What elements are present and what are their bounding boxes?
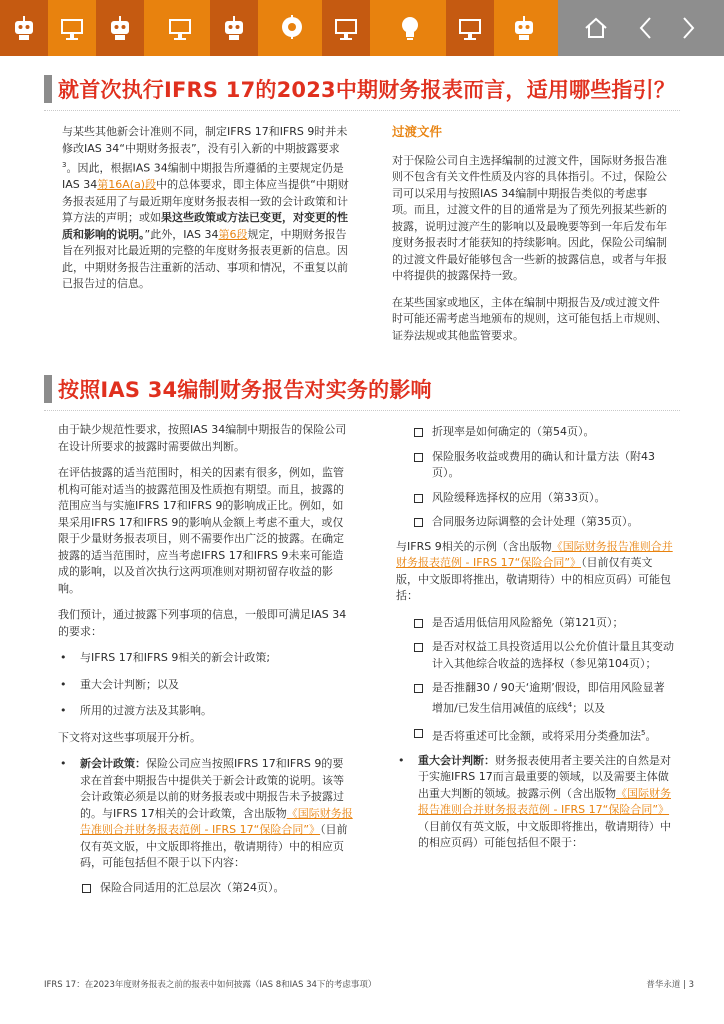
- previous-page-button[interactable]: [628, 0, 664, 56]
- robot-icon: [0, 0, 48, 56]
- section2-right-column: [396, 424, 674, 862]
- heading-accent-bar: [44, 375, 52, 403]
- checkbox-list: [396, 615, 674, 745]
- divider: [44, 410, 680, 411]
- footer-title: IFRS 17：在2023年度财务报表之前的报表中如何披露（IAS 8和IAS 34下的考虑事项）: [44, 980, 377, 990]
- monitor-icon: [48, 0, 96, 56]
- divider: [44, 110, 680, 111]
- list-item: 是否推翻30 / 90天‘逾期’假设，即信用风险显著增加/已发生信用减值的底线$^4$；以及: [412, 680, 674, 717]
- paragraph: 由于缺少规范性要求，按照IAS 34编制中期报告的保险公司在设计所要求的披露时需要做出判断。: [58, 423, 347, 453]
- section2-left-column: [58, 422, 354, 906]
- section1-left-column: [62, 124, 352, 303]
- publication-link[interactable]: 《国际财务报告准则合并财务报表范例 - IFRS 17“保险合同”》: [418, 786, 671, 817]
- transition-paragraph-2: 在某些国家或地区，主体在编制中期报告及/或过渡文件时可能还需考虑当地颁布的规则，这可能包括上市规则、证券法规或其他监管要求。: [392, 295, 667, 342]
- monitor-icon: [322, 0, 370, 56]
- list-item: 是否对权益工具投资适用以公允价值计量且其变动计入其他综合收益的选择权（参见第104页）；: [412, 639, 674, 672]
- chevron-left-icon: [636, 14, 656, 42]
- section1-heading: [44, 74, 675, 104]
- ias34-16a-link[interactable]: 第16A(a)段: [97, 178, 157, 192]
- paragraph: 我们预计，通过披露下列事项的信息，一般即可满足IAS 34的要求：: [58, 608, 347, 638]
- home-button[interactable]: [576, 0, 616, 56]
- section2-title: 按照IAS 34编制财务报告对实务的影响: [58, 378, 432, 402]
- publication-link[interactable]: 《国际财务报告准则合并财务报表范例 - IFRS 17“保险合同”》: [396, 539, 673, 569]
- list-item: 合同服务边际调整的会计处理（第35页）。: [412, 514, 674, 531]
- section1-title: 就首次执行IFRS 17的2023中期财务报表而言，适用哪些指引？: [58, 78, 676, 102]
- list-item: 是否将重述可比金额，或将采用分类叠加法$^5$。: [412, 725, 674, 745]
- robot-icon: [500, 0, 548, 56]
- section1-paragraph: 与某些其他新会计准则不同，制定IFRS 17和IFRS 9时并未修改IAS 34“中期财务报表”，没有引入新的中期披露要求$^3$。因此，根据IAS 34编制中期报告所遵循的主要规定仍是IAS 34第16A(a)段中的总体要求，即主体应当提供“中期财务报表延用了与最近期年度财务报表相一致的会计政策和计算方法的声明；或如果这些政策或方法已变更，对变更的性质和影响的说明。”此外，IAS 34第6段规定，中期财务报告旨在列报对比最近期的完整的年度财务报表更新的信息。因此，中期财务报告注重新的活动、事项和情况，不重复以前已报告过的信息。: [62, 125, 349, 291]
- next-page-button[interactable]: [670, 0, 706, 56]
- section2-heading: [44, 374, 432, 404]
- list-item: • 新会计政策：保险公司应当按照IFRS 17和IFRS 9的要求在首套中期报告中提供关于新会计政策的说明。该等会计政策必须是以前的财务报表或中期报告未予披露过的。与IFRS 17相关的会计政策，含出版物《国际财务报告准则合并财务报表范例 - IFRS 17“保险合同”》（目前仅有英文版，中文版即将推出，敬请期待）中的相应页码，可能包括但不限于以下内容： 保险合同适用的汇总层次（第24页）。: [58, 756, 354, 896]
- list-item: • 重大会计判断；以及: [58, 677, 354, 694]
- publication-link[interactable]: 《国际财务报告准则合并财务报表范例 - IFRS 17“保险合同”》: [80, 806, 353, 836]
- ias34-6-link[interactable]: 第6段: [218, 227, 248, 241]
- robot-icon: [96, 0, 144, 56]
- lightbulb-icon: [386, 0, 434, 56]
- monitor-icon: [446, 0, 494, 56]
- monitor-icon: [156, 0, 204, 56]
- checkbox-list: [80, 880, 354, 897]
- list-item: • 重大会计判断：财务报表使用者主要关注的自然是对于实施IFRS 17而言最重要的领域，以及需要主体做出重大判断的领域。披露示例（含出版物《国际财务报告准则合并财务报表范例 - IFRS 17“保险合同”》（目前仅有英文版，中文版即将推出，敬请期待）中的相应页码）可能包括但不限于：: [396, 753, 674, 852]
- list-item: 保险合同适用的汇总层次（第24页）。: [80, 880, 354, 897]
- section1-right-column: [392, 124, 668, 354]
- chevron-right-icon: [678, 14, 698, 42]
- transition-document-subtitle: 过渡文件: [392, 124, 443, 139]
- heading-accent-bar: [44, 75, 52, 103]
- gear-head-icon: [268, 0, 316, 56]
- page-number: 普华永道 | 3: [646, 980, 694, 990]
- robot-icon: [210, 0, 258, 56]
- paragraph: 与IFRS 9相关的示例（含出版物《国际财务报告准则合并财务报表范例 - IFRS 17“保险合同”》（目前仅有英文版，中文版即将推出，敬请期待）中的相应页码）可能包括：: [396, 539, 673, 602]
- list-item: 折现率是如何确定的（第54页）。: [412, 424, 674, 441]
- transition-paragraph-1: 对于保险公司自主选择编制的过渡文件，国际财务报告准则不包含有关文件性质及内容的具体指引。不过，保险公司可以采用与按照IAS 34编制中期报告类似的考虑事项。而且，过渡文件的目的通常是为了预先列报某些新的披露，说明过渡产生的影响以及最晚要等到一年后发布年度财务报表时才能获知的持续影响。因此，保险公司编制的过渡文件最好能够包含一些新的披露信息，或者与年报中将提供的披露保持一致。: [392, 153, 667, 282]
- paragraph: 下文将对这些事项展开分析。: [58, 730, 201, 744]
- checkbox-list: [396, 424, 674, 531]
- paragraph: 在评估披露的适当范围时，相关的因素有很多，例如，监管机构可能对适当的披露范围及性质抱有期望。而且，披露的范围应当与实施IFRS 17和IFRS 9的影响成正比。例如，如果采用IFRS 17和IFRS 9的影响从金额上考虑不重大，或仅限于少量财务报表项目，则不需要作出广泛的披露。在确定披露的适当范围时，应当考虑IFRS 17和IFRS 9未来可能造成的影响，以及首次执行这两项准则对期初留存收益的影响。: [58, 466, 344, 595]
- home-icon: [582, 14, 610, 42]
- page-navigation: [558, 0, 724, 56]
- list-item: 保险服务收益或费用的确认和计量方法（附43页）。: [412, 449, 674, 482]
- new-policy-list: [58, 756, 354, 896]
- judgement-list: [396, 753, 674, 852]
- disclosure-topics-list: [58, 650, 354, 720]
- list-item: • 与IFRS 17和IFRS 9相关的新会计政策;: [58, 650, 354, 667]
- list-item: • 所用的过渡方法及其影响。: [58, 703, 354, 720]
- list-item: 是否适用低信用风险豁免（第121页）；: [412, 615, 674, 632]
- top-navigation-bar: [0, 0, 724, 56]
- list-item: 风险缓释选择权的应用（第33页）。: [412, 490, 674, 507]
